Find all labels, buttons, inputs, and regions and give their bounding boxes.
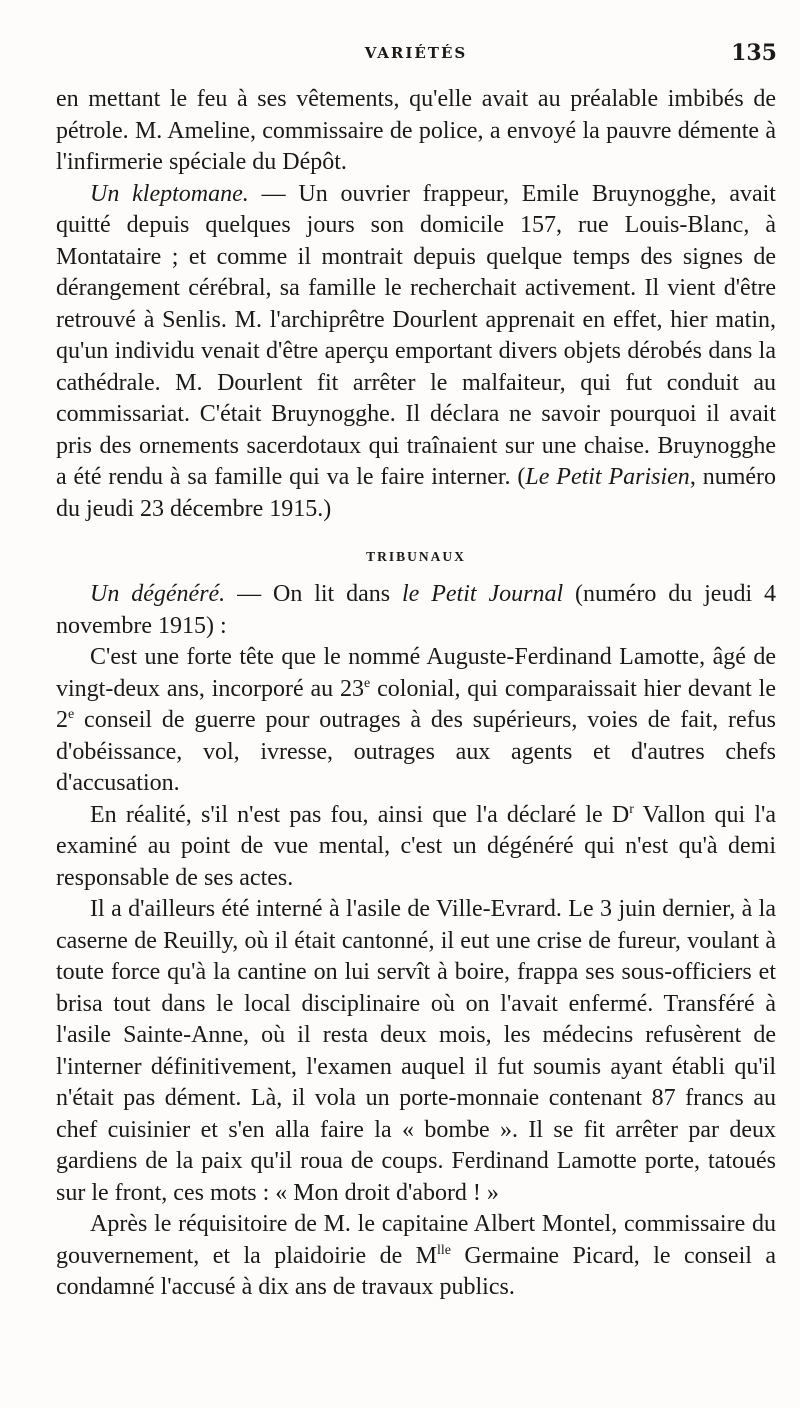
paragraph-text: Germaine Picard, le conseil a condamné l'accusé à dix ans de travaux publics.: [56, 1242, 776, 1300]
journal-title: le Petit Journal: [402, 581, 564, 607]
body-text: [56, 84, 776, 1304]
source-title: Le Petit Parisien: [525, 464, 690, 490]
paragraph-text: — Un ouvrier frappeur, Emile Bruynogghe, avait quitté depuis quelques jours son domicile 157, rue Louis-Blanc, à Montataire ; et comme il montrait depuis quelque temps des signes de dérangement cérébral, sa famille le recherchait activement. Il vient d'être retrouvé à Senlis. M. l'archiprêtre Dourlent apprenait en effet, hier matin, qu'un individu venait d'être aperçu emportant divers objets dérobés dans la cathédrale. M. Dourlent fit arrêter le malfaiteur, qui fut conduit au commissariat. C'était Bruynogghe. Il déclara ne savoir pourquoi il avait pris des ornements sacerdotaux qui traînaient sur une chaise. Bruynogghe a été rendu à sa famille qui va le faire interner. (: [56, 180, 776, 490]
paragraph-text: — On lit dans: [225, 581, 403, 607]
entry-title: Un kleptomane.: [90, 180, 249, 207]
paragraph-text: (numéro du jeudi 4 novembre 1915) :: [56, 581, 777, 639]
paragraph-kleptomane: [56, 179, 776, 526]
superscript: lle: [437, 1242, 451, 1258]
superscript: r: [629, 801, 634, 817]
page-number: 135: [731, 40, 777, 66]
paragraph-text: En réalité, s'il n'est pas fou, ainsi que l'a déclaré le D: [90, 801, 630, 828]
superscript: e: [68, 707, 75, 722]
page-header: [55, 40, 777, 74]
section-title: TRIBUNAUX: [366, 549, 466, 564]
paragraph-text: C'est une forte tête que le nommé Auguste-Ferdinand Lamotte, âgé de vingt-deux ans, incorporé au 23: [56, 644, 776, 702]
paragraph-vallon: [56, 800, 776, 895]
paragraph-text: colonial, qui comparaissait hier devant le 2: [56, 675, 776, 733]
paragraph-lamotte: [56, 642, 776, 800]
source-citation: , numéro du jeudi 23 décembre 1915.): [56, 464, 776, 522]
superscript: e: [364, 675, 371, 691]
paragraph-text: Après le réquisitoire de M. le capitaine Albert Montel, commissaire du gouvernement, et la plaidoirie de M: [56, 1211, 776, 1269]
paragraph-text: en mettant le feu à ses vêtements, qu'elle avait au préalable imbibés de pétrole. M. Ameline, commissaire de police, a envoyé la pauvre démente à l'infirmerie spéciale du Dépôt.: [56, 86, 776, 175]
paragraph-text: conseil de guerre pour outrages à des supérieurs, voies de fait, refus d'obéissance, vol, ivresse, outrages aux agents et d'autres chefs d'accusation.: [56, 707, 776, 796]
paragraph-degenere: [56, 579, 776, 642]
paragraph-asile: [56, 894, 776, 1209]
paragraph-verdict: [56, 1209, 776, 1304]
paragraph-text: Il a d'ailleurs été interné à l'asile de Ville-Evrard. Le 3 juin dernier, à la caserne de Reuilly, où il était cantonné, il eut une crise de fureur, voulant à toute force qu'à la cantine on lui servît à boire, frappa ses sous-officiers et brisa tout dans le local disciplinaire où on l'avait enfermé. Transféré à l'asile Sainte-Anne, où il resta deux mois, les médecins refusèrent de l'interner définitivement, l'examen auquel il fut soumis ayant établi qu'il n'était pas dément. Là, il vola un porte-monnaie contenant 87 francs au chef cuisinier et s'en alla faire la « bombe ». Il se fit arrêter par deux gardiens de la paix qu'il roua de coups. Ferdinand Lamotte porte, tatoués sur le front, ces mots : « Mon droit d'abord ! »: [56, 896, 776, 1206]
entry-title: Un dégénéré.: [90, 581, 226, 607]
running-head: VARIÉTÉS: [364, 44, 468, 62]
paragraph-text: Vallon qui l'a examiné au point de vue mental, c'est un dégénéré qui n'est qu'à demi responsable de ses actes.: [56, 801, 776, 891]
paragraph-continuation: [56, 84, 776, 179]
